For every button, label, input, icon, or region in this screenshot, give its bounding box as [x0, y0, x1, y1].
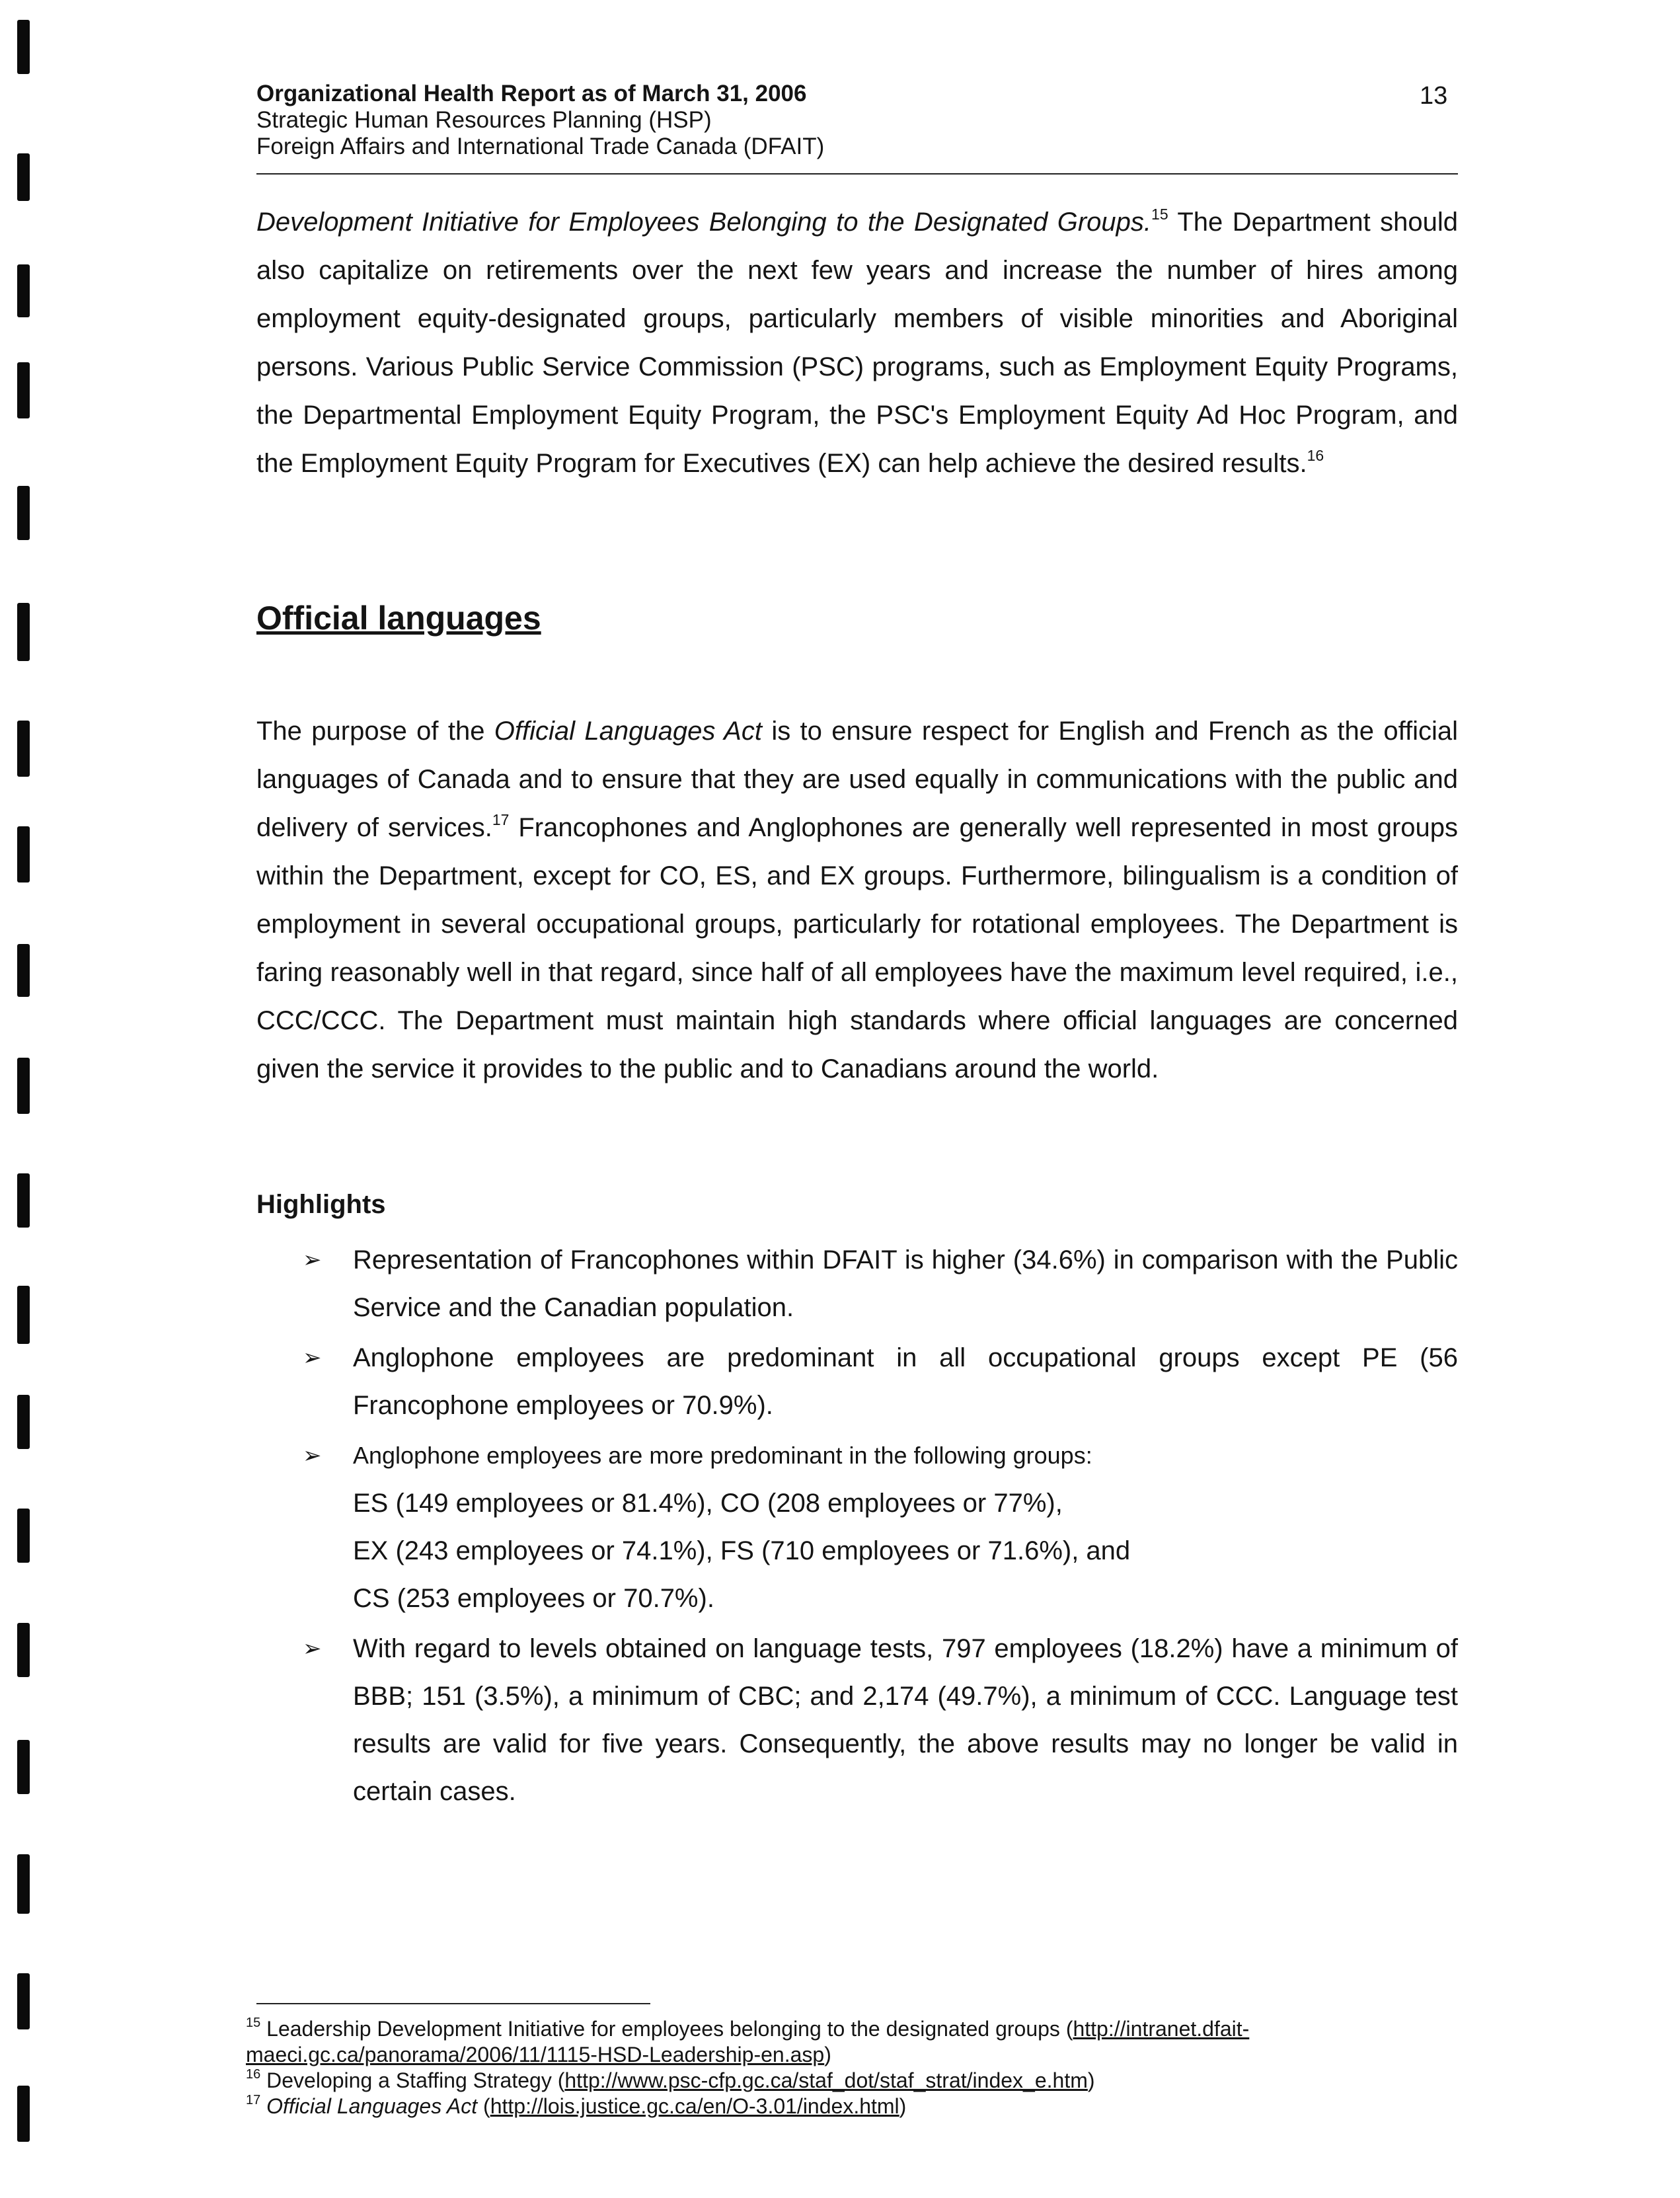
highlights-list [256, 1236, 1458, 1818]
official-languages-paragraph [256, 707, 1458, 1093]
footnote-ref-15[interactable]: 15 [1151, 206, 1168, 223]
page-header [256, 81, 1458, 160]
department-name: Foreign Affairs and International Trade Canada (DFAIT) [256, 134, 825, 159]
footnote-italic-title: Official Languages Act [266, 2094, 478, 2118]
arrow-bullet-icon: ➢ [303, 1247, 322, 1273]
binder-holes-strip [0, 0, 79, 2198]
intro-italic-lead: Development Initiative for Employees Belonging to the Designated Groups. [256, 208, 1152, 237]
binder-hole [17, 721, 30, 777]
highlight-text: With regard to levels obtained on language tests, 797 employees (18.2%) have a minimum of BBB; 151 (3.5%), a minimum of CBC; and 2,174 (49.7%), a minimum of CCC. Language test results are valid for five years. Consequently, the above results may no longer be valid in certain cases. [353, 1634, 1458, 1806]
footnote-link[interactable]: http://lois.justice.gc.ca/en/O-3.01/index.html [490, 2094, 899, 2118]
footnotes [246, 2016, 1449, 2119]
footnote-link[interactable]: http://intranet.dfait-maeci.gc.ca/panorama/2006/11/1115-HSD-Leadership-en.asp [246, 2017, 1250, 2066]
footnote-15 [246, 2016, 1449, 2068]
footnote-link[interactable]: http://www.psc-cfp.gc.ca/staf_dot/staf_strat/index_e.htm [564, 2068, 1088, 2092]
arrow-bullet-icon: ➢ [303, 1636, 322, 1661]
page-number: 13 [1420, 82, 1448, 110]
binder-hole [17, 1973, 30, 2029]
footnote-17 [246, 2094, 1449, 2119]
binder-hole [17, 153, 30, 201]
footnote-divider [256, 2003, 650, 2004]
arrow-bullet-icon: ➢ [303, 1443, 322, 1468]
binder-hole [17, 603, 30, 661]
highlight-item [256, 1334, 1458, 1429]
binder-hole [17, 826, 30, 883]
footnote-number: 17 [246, 2093, 261, 2107]
header-divider [256, 173, 1458, 175]
group-line: CS (253 employees or 70.7%). [353, 1584, 714, 1613]
footnote-close-paren: ) [1087, 2068, 1095, 2092]
intro-text: The Department should also capitalize on retirements over the next few years and increase the number of hires among employment equity-designated groups, particularly members of visible minorities and Aboriginal persons. Various Public Service Commission (PSC) programs, such as Employment Equity Programs, the Departmental Employment Equity Program, the PSC's Employment Equity Ad Hoc Program, and the Employment Equity Program for Executives (EX) can help achieve the desired results. [256, 208, 1458, 478]
binder-hole [17, 20, 30, 74]
highlight-text: Anglophone employees are more predominant in the following groups: [353, 1442, 1092, 1469]
binder-hole [17, 1623, 30, 1677]
highlight-item [256, 1625, 1458, 1815]
binder-hole [17, 2086, 30, 2142]
footnote-16 [246, 2068, 1449, 2094]
footnote-ref-16[interactable]: 16 [1307, 447, 1324, 464]
binder-hole [17, 1509, 30, 1563]
binder-hole [17, 1173, 30, 1228]
highlights-heading: Highlights [256, 1190, 386, 1219]
footnote-ref-17[interactable]: 17 [492, 811, 510, 828]
highlight-item [256, 1432, 1458, 1622]
ol-text-start: The purpose of the [256, 717, 494, 746]
footnote-number: 16 [246, 2067, 261, 2082]
footnote-text: ( [477, 2094, 490, 2118]
footnote-text: Developing a Staffing Strategy ( [266, 2068, 565, 2092]
binder-hole [17, 1286, 30, 1344]
highlight-item [256, 1236, 1458, 1331]
section-heading-official-languages: Official languages [256, 600, 541, 637]
group-line: EX (243 employees or 74.1%), FS (710 employees or 71.6%), and [353, 1536, 1131, 1565]
highlight-text: Representation of Francophones within DFAIT is higher (34.6%) in comparison with the Public Service and the Canadian population. [353, 1245, 1458, 1322]
ol-text-end: Francophones and Anglophones are generally well represented in most groups within the Department, except for CO, ES, and EX groups. Furthermore, bilingualism is a condition of employment in several occupational groups, particularly for rotational employees. The Department is faring reasonably well in that regard, since half of all employees have the maximum level required, i.e., CCC/CCC. The Department must maintain high standards where official languages are concerned given the service it provides to the public and to Canadians around the world. [256, 813, 1459, 1083]
ol-act-name: Official Languages Act [494, 717, 762, 746]
binder-hole [17, 944, 30, 997]
binder-hole [17, 486, 30, 540]
binder-hole [17, 1854, 30, 1914]
footnote-text: Leadership Development Initiative for employees belonging to the designated groups ( [266, 2017, 1073, 2041]
binder-hole [17, 362, 30, 418]
ol-text-mid: is to ensure respect for English and French as the official languages of Canada and to ensure that they are used equally in communications with the public and delivery of services. [256, 717, 1458, 842]
binder-hole [17, 264, 30, 317]
report-subtitle: Strategic Human Resources Planning (HSP) [256, 107, 712, 133]
highlight-text: Anglophone employees are predominant in all occupational groups except PE (56 Francophone employees or 70.9%). [353, 1343, 1458, 1420]
footnote-close-paren: ) [824, 2043, 831, 2066]
report-title: Organizational Health Report as of March 31, 2006 [256, 81, 807, 106]
binder-hole [17, 1740, 30, 1794]
intro-paragraph [256, 198, 1458, 488]
arrow-bullet-icon: ➢ [303, 1345, 322, 1370]
binder-hole [17, 1058, 30, 1114]
binder-hole [17, 1395, 30, 1449]
group-line: ES (149 employees or 81.4%), CO (208 employees or 77%), [353, 1489, 1063, 1518]
footnote-number: 15 [246, 2016, 261, 2030]
footnote-close-paren: ) [899, 2094, 907, 2118]
